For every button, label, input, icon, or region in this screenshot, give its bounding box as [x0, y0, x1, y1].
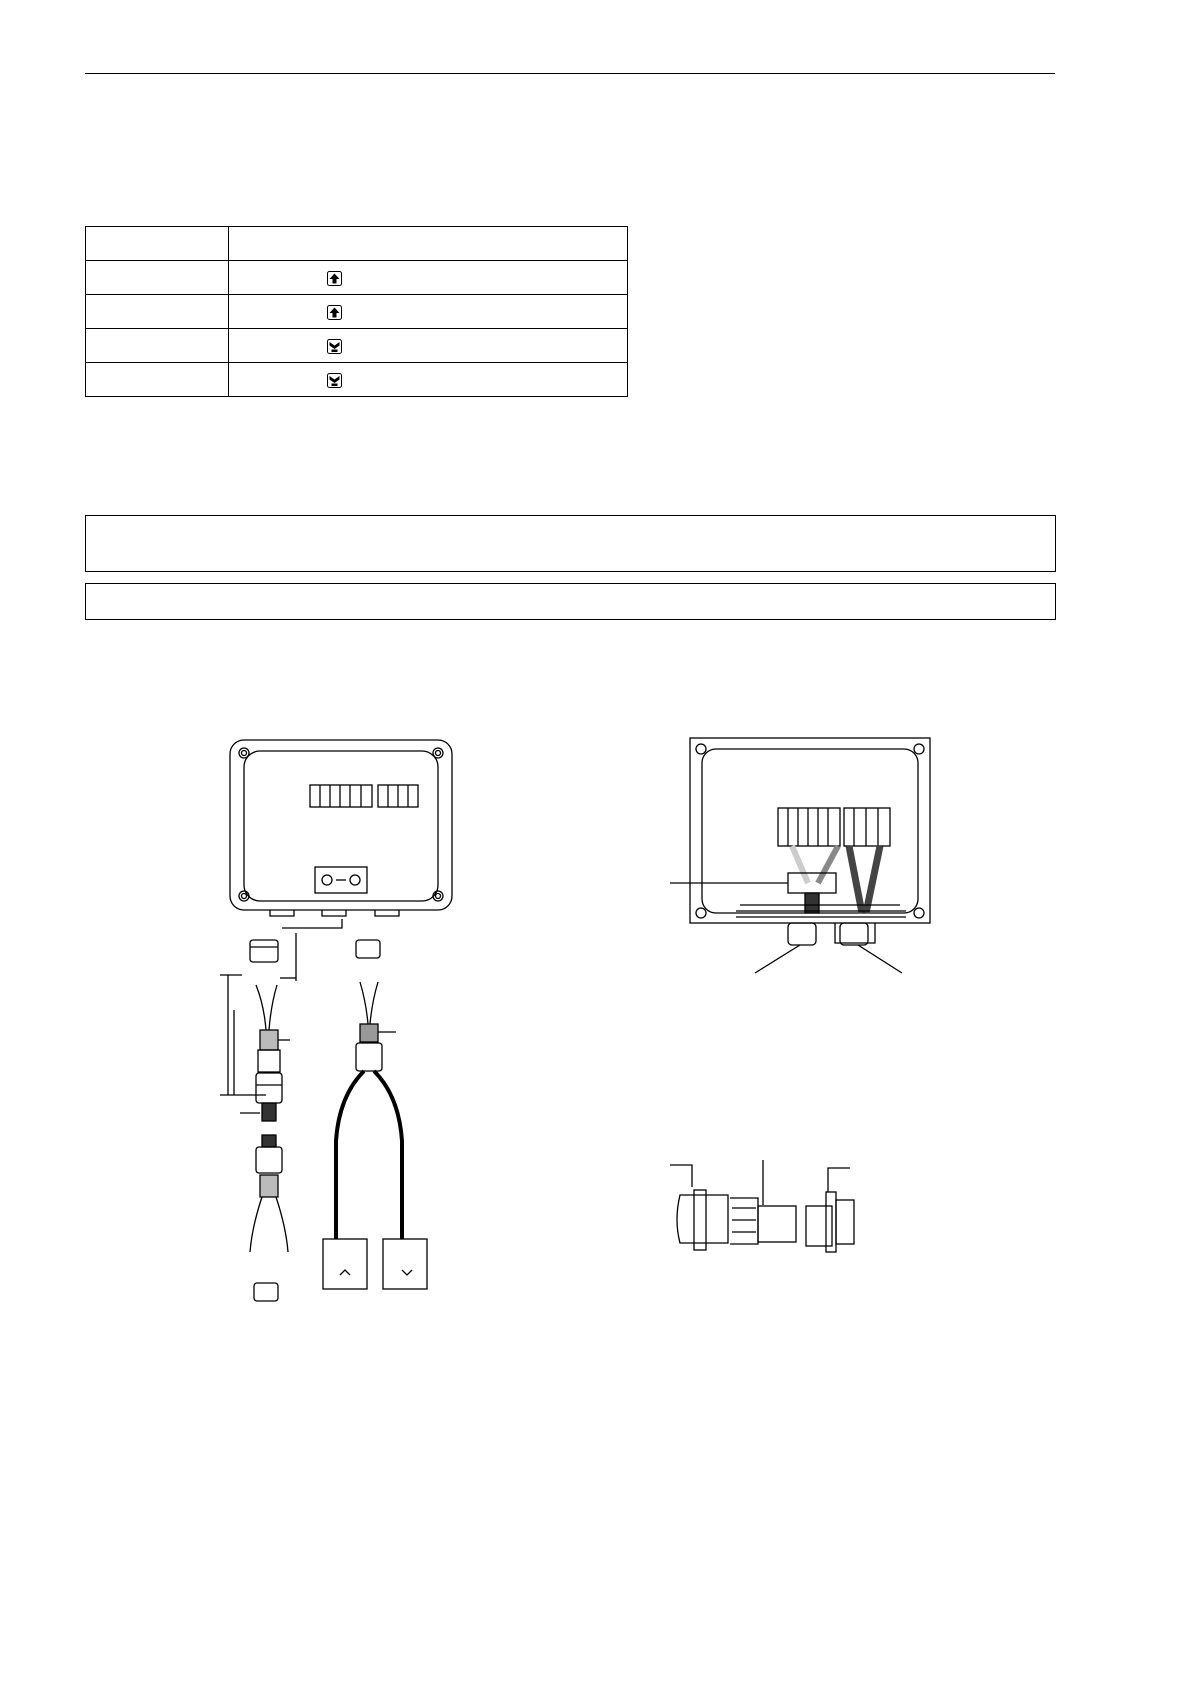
corner-screw [914, 908, 924, 918]
gland-sleeve [758, 1206, 796, 1242]
seal-insert [730, 1198, 758, 1244]
wire [818, 846, 838, 883]
terminal-cell [86, 363, 229, 397]
plug-connector [383, 1239, 427, 1289]
description-cell [229, 363, 628, 397]
callout-line [828, 1168, 850, 1192]
wire [256, 985, 277, 1030]
terminal-cell [86, 329, 229, 363]
table-header-row [86, 227, 628, 261]
terminal-cell [86, 261, 229, 295]
gland-body [256, 1147, 282, 1173]
callout-line [858, 945, 902, 973]
corner-screw [696, 744, 706, 754]
junction-box-wired-figure [640, 733, 950, 983]
gland-nut [356, 940, 380, 958]
wire [360, 982, 378, 1024]
description-cell [229, 261, 628, 295]
table-row [86, 363, 628, 397]
callout-line [755, 945, 800, 973]
cable [336, 1071, 402, 1239]
corner-screw [914, 744, 924, 754]
gland-body [356, 1043, 382, 1071]
shield-braid [360, 1024, 378, 1042]
down-arrow-icon [327, 339, 342, 354]
up-arrow-icon [327, 271, 342, 286]
corner-screw [242, 894, 247, 899]
corner-screw [242, 751, 247, 756]
callout-line [670, 1165, 692, 1187]
notice-box [85, 515, 1056, 572]
table-row [86, 261, 628, 295]
plug-connector [323, 1239, 367, 1289]
shield-braid [260, 1030, 278, 1050]
corner-screw [436, 751, 441, 756]
wire [849, 846, 862, 913]
table-header-cell [86, 227, 229, 261]
terminal-cell [86, 295, 229, 329]
cable-clamp [788, 873, 836, 893]
gland-nut [250, 940, 278, 962]
description-cell [229, 295, 628, 329]
corner-screw [696, 908, 706, 918]
corner-screw [433, 748, 443, 758]
down-arrow-icon [327, 373, 342, 388]
up-arrow-icon [327, 305, 342, 320]
table-row [86, 329, 628, 363]
description-cell [229, 329, 628, 363]
junction-box-inner [244, 751, 438, 901]
terminal-block [778, 808, 890, 846]
notice-box [85, 583, 1056, 620]
corner-screw [239, 748, 249, 758]
gland-body [806, 1206, 832, 1246]
table-header-cell [229, 227, 628, 261]
junction-box-outline [230, 740, 452, 910]
gland-body [256, 1073, 282, 1103]
corner-screw [436, 894, 441, 899]
wire [792, 846, 808, 883]
wire [866, 846, 880, 913]
cable-gland [788, 923, 816, 945]
wiring-table [85, 226, 628, 397]
gland-nut [677, 1195, 728, 1243]
cable-gland-exploded-figure [670, 1160, 880, 1255]
gland-nut [254, 1283, 278, 1301]
cable-gland [840, 923, 868, 945]
header-rule [85, 73, 1055, 74]
table-row [86, 295, 628, 329]
junction-box-inner [702, 749, 918, 913]
wire [250, 1197, 288, 1252]
shield-braid [260, 1175, 278, 1197]
cable-preparation-figure [220, 735, 470, 1335]
terminal-block [310, 785, 418, 807]
